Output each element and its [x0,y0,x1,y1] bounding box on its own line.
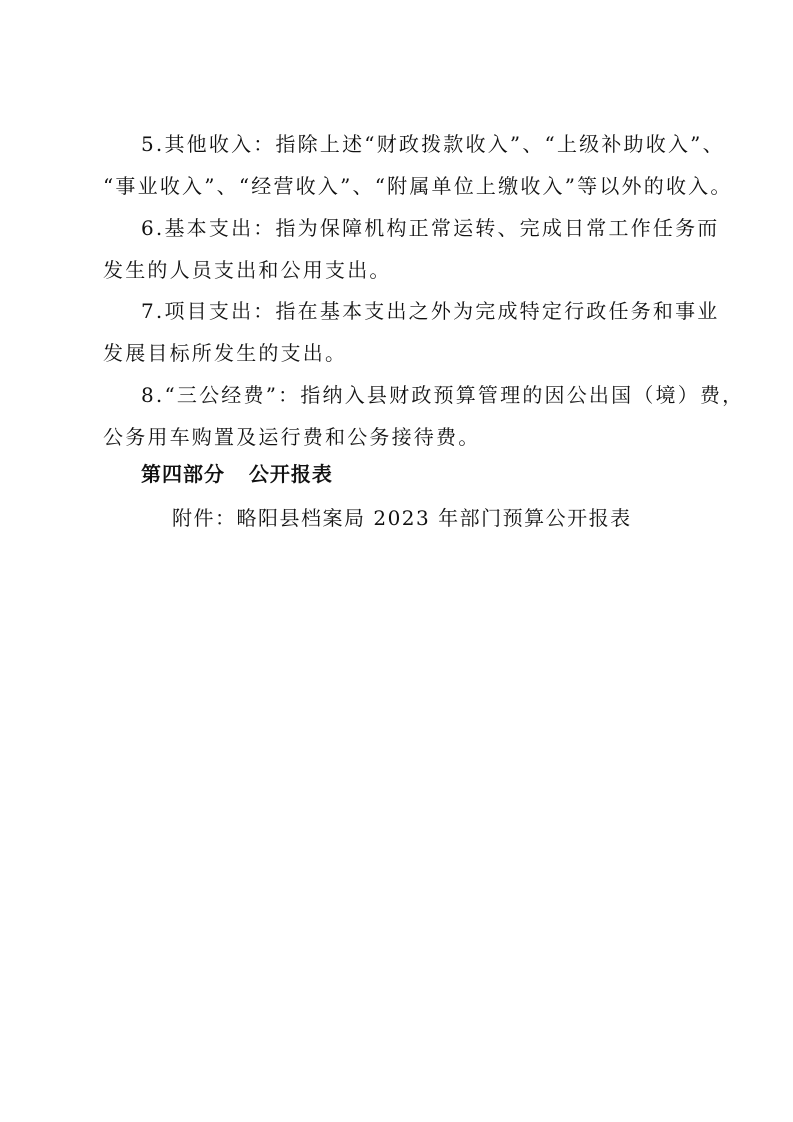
section-heading: 第四部分 公开报表 [141,462,333,486]
paragraph-three-public-expenses [103,374,745,458]
paragraph-basic-expenditure [103,207,720,291]
paragraph-line: 6.基本支出：指为保障机构正常运转、完成日常工作任务而 [141,216,720,240]
paragraph-line: 7.项目支出：指在基本支出之外为完成特定行政任务和事业 [141,299,720,323]
paragraph-line: 8.“三公经费”：指纳入县财政预算管理的因公出国（境）费， [141,383,745,407]
paragraph-line: 发生的人员支出和公用支出。 [103,258,392,282]
paragraph-other-income [103,123,733,207]
paragraph-project-expenditure [103,290,720,374]
paragraph-line: 发展目标所发生的支出。 [103,341,348,365]
paragraph-line: 公务用车购置及运行费和公务接待费。 [103,425,481,449]
attachment-note: 附件：略阳县档案局 2023 年部门预算公开报表 [172,506,632,530]
paragraph-line: “事业收入”、“经营收入”、“附属单位上缴收入”等以外的收入。 [103,174,733,198]
paragraph-line: 5.其他收入：指除上述“财政拨款收入”、“上级补助收入”、 [141,132,725,156]
